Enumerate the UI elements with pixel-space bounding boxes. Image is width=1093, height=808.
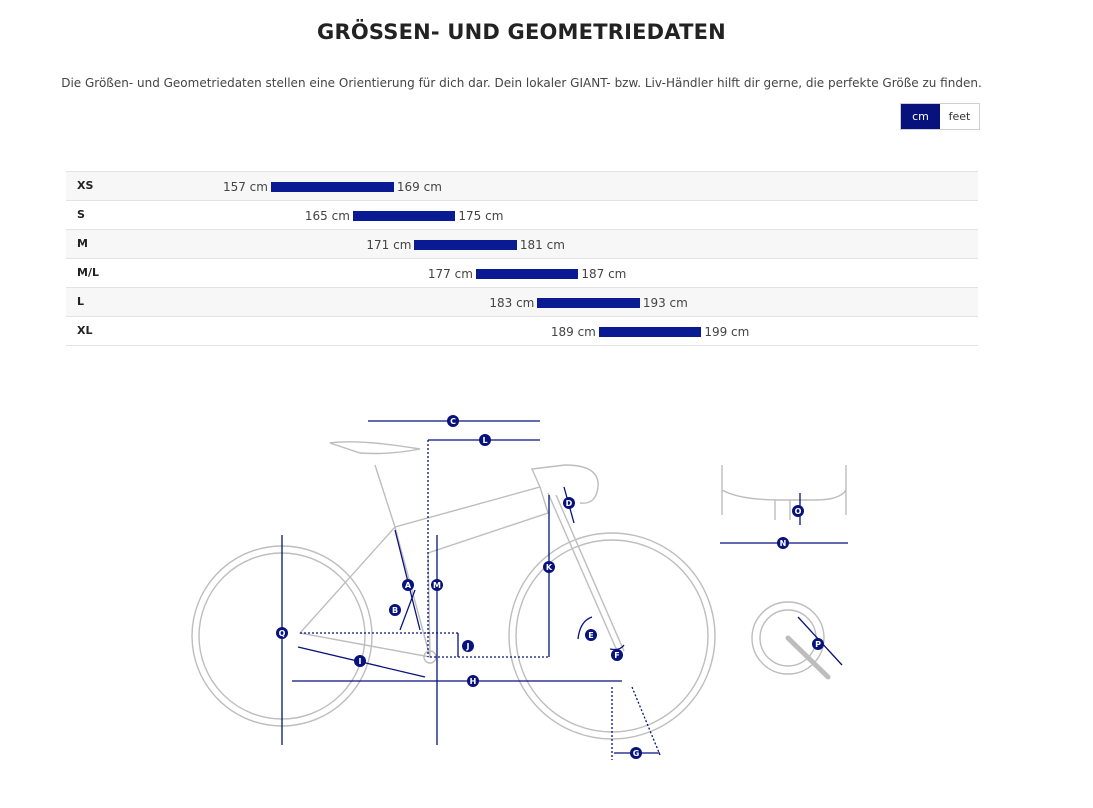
bike-illustration — [192, 442, 715, 739]
size-max-label: 187 cm — [581, 267, 627, 281]
size-row — [66, 316, 978, 346]
size-max-label: 169 cm — [396, 180, 442, 194]
size-min-label: 171 cm — [366, 238, 412, 252]
size-label: XS — [77, 179, 94, 192]
geometry-marker-f — [611, 649, 623, 661]
svg-text:G: G — [632, 749, 640, 758]
size-chart — [66, 171, 978, 346]
size-row — [66, 229, 978, 258]
geometry-marker-c — [447, 415, 459, 427]
intro-text: Die Größen- und Geometriedaten stellen eine Orientierung für dich dar. Dein lokaler GIANT- bzw. Liv-Händler hilft dir gerne, die perfekte Größe zu finden. — [61, 76, 982, 90]
geometry-marker-i — [354, 655, 366, 667]
frame-outline — [395, 487, 548, 657]
svg-text:D: D — [565, 499, 573, 508]
geometry-marker-l — [479, 434, 491, 446]
saddle — [330, 442, 420, 454]
size-max-label: 181 cm — [519, 238, 565, 252]
svg-text:A: A — [404, 581, 412, 590]
size-label: M — [77, 237, 88, 250]
svg-text:O: O — [794, 507, 802, 516]
page-title: GRÖSSEN- UND GEOMETRIEDATEN — [317, 20, 726, 44]
geometry-marker-k — [543, 561, 555, 573]
svg-text:K: K — [545, 563, 553, 572]
svg-text:I: I — [358, 657, 362, 666]
geometry-diagram — [0, 395, 880, 775]
size-label: S — [77, 208, 85, 221]
unit-feet-button[interactable]: feet — [940, 104, 979, 129]
size-range-bar — [414, 240, 516, 250]
size-row — [66, 258, 978, 287]
size-max-label: 193 cm — [642, 296, 688, 310]
size-row — [66, 171, 978, 200]
svg-text:J: J — [466, 642, 470, 651]
size-min-label: 189 cm — [550, 325, 596, 339]
size-row — [66, 200, 978, 229]
geometry-marker-p — [812, 638, 824, 650]
size-label: XL — [77, 324, 93, 337]
size-min-label: 157 cm — [222, 180, 268, 194]
geometry-marker-b — [389, 604, 401, 616]
geometry-marker-n — [777, 537, 789, 549]
size-max-label: 175 cm — [458, 209, 504, 223]
svg-text:B: B — [391, 606, 399, 615]
size-range-bar — [353, 211, 455, 221]
svg-text:H: H — [469, 677, 477, 686]
geometry-marker-m — [431, 579, 443, 591]
geometry-marker-a — [402, 579, 414, 591]
geometry-marker-o — [792, 505, 804, 517]
svg-text:L: L — [482, 436, 488, 445]
svg-text:F: F — [614, 651, 620, 660]
geometry-marker-h — [467, 675, 479, 687]
size-min-label: 177 cm — [427, 267, 473, 281]
size-range-bar — [599, 327, 701, 337]
size-label: M/L — [77, 266, 99, 279]
svg-text:M: M — [433, 581, 441, 590]
size-range-bar — [271, 182, 394, 192]
svg-text:E: E — [588, 631, 594, 640]
geometry-marker-e — [585, 629, 597, 641]
size-range-bar — [476, 269, 578, 279]
size-min-label: 165 cm — [304, 209, 350, 223]
size-label: L — [77, 295, 85, 308]
svg-text:N: N — [779, 539, 787, 548]
svg-text:Q: Q — [278, 629, 286, 638]
size-range-bar — [537, 298, 639, 308]
geometry-marker-g — [630, 747, 642, 759]
size-min-label: 183 cm — [489, 296, 535, 310]
unit-cm-button[interactable]: cm — [901, 104, 940, 129]
dimension-lines — [282, 421, 848, 760]
svg-text:C: C — [450, 417, 456, 426]
unit-toggle — [900, 103, 980, 130]
svg-text:P: P — [815, 640, 821, 649]
size-max-label: 199 cm — [704, 325, 750, 339]
geometry-marker-d — [563, 497, 575, 509]
geometry-marker-j — [462, 640, 474, 652]
geometry-marker-q — [276, 627, 288, 639]
size-row — [66, 287, 978, 316]
